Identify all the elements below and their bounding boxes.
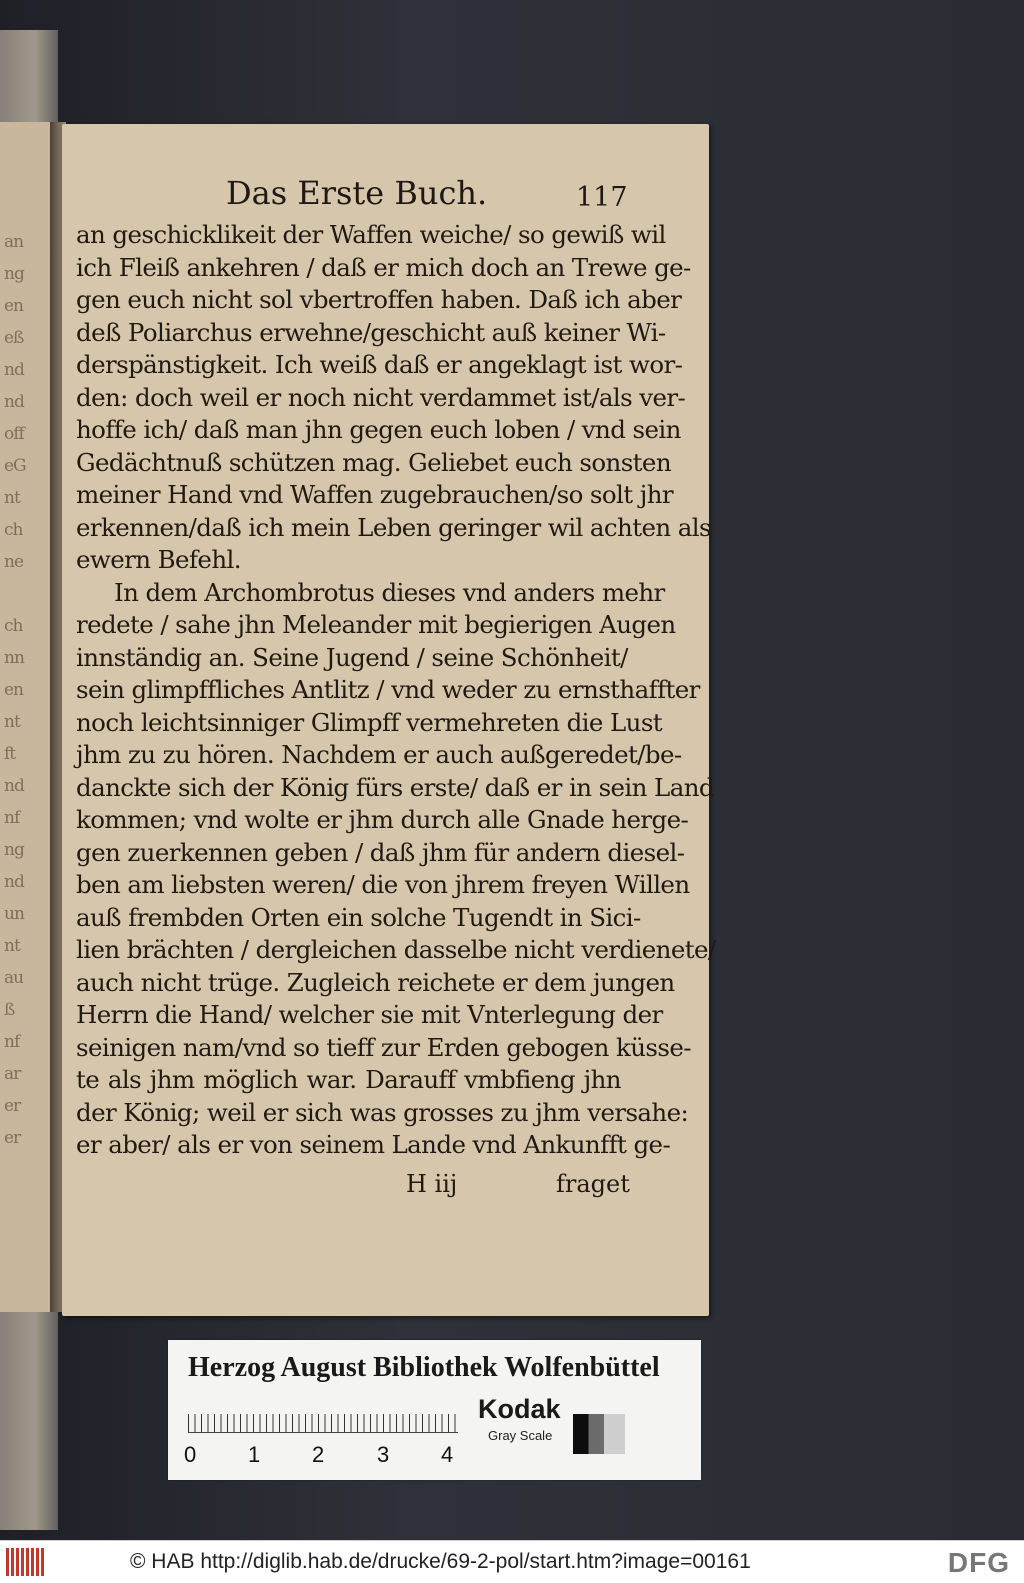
running-head: Das Erste Buch.	[226, 174, 488, 212]
ghost-text: ng	[4, 264, 24, 284]
ghost-text: eß	[4, 328, 24, 348]
hab-logo-icon	[6, 1548, 46, 1576]
text-line: den: doch weil er noch nicht verdammet ist/als ver-	[76, 382, 686, 412]
ghost-text: ne	[4, 552, 24, 572]
text-line: ewern Befehl.	[76, 545, 241, 574]
text-line: Gedächtnuß schützen mag. Geliebet euch sonsten	[76, 447, 672, 477]
page-number: 117	[576, 182, 628, 213]
ghost-text: off	[4, 424, 24, 444]
ruler-scale	[188, 1396, 458, 1433]
ghost-text: nd	[4, 776, 24, 796]
body-text	[76, 219, 716, 1162]
ruler-number: 3	[377, 1442, 390, 1467]
text-line: noch leichtsinniger Glimpff vermehreten die Lust	[76, 707, 663, 737]
text-line: gen zuerkennen geben / daß jhm für andern diesel-	[76, 837, 685, 867]
text-line: ben am liebsten weren/ die von jhrem freyen Willen	[76, 870, 690, 899]
ghost-text: ft	[4, 744, 16, 764]
text-line: der König; weil er sich was grosses zu jhm versahe:	[76, 1097, 689, 1127]
text-line: erkennen/daß ich mein Leben geringer wil achten als	[76, 512, 711, 542]
ghost-text: en	[4, 680, 24, 700]
book-page	[62, 124, 716, 1316]
ghost-text: er	[4, 1128, 21, 1148]
kodak-logo: Kodak	[478, 1394, 561, 1424]
ghost-text: nn	[4, 648, 24, 668]
library-name: Herzog August Bibliothek Wolfenbüttel	[188, 1352, 660, 1383]
ghost-text: nf	[4, 1032, 20, 1052]
gray-scale-patch	[573, 1414, 625, 1454]
ghost-text: ch	[4, 520, 23, 540]
ghost-text: nd	[4, 360, 24, 380]
ghost-text: ch	[4, 616, 23, 636]
text-line: an geschicklikeit der Waffen weiche/ so gewiß wil	[76, 220, 666, 249]
text-line: auch nicht trüge. Zugleich reichete er dem jungen	[76, 967, 675, 997]
text-line: te als jhm möglich war. Darauff vmbfieng jhn	[76, 1065, 621, 1094]
ghost-text: un	[4, 904, 24, 924]
text-line: seinigen nam/vnd so tieff zur Erden gebogen küsse-	[76, 1032, 691, 1062]
text-line: In dem Archombrotus dieses vnd anders mehr	[114, 577, 665, 607]
text-line: kommen; vnd wolte er jhm durch alle Gnade herge-	[76, 805, 689, 834]
text-line: meiner Hand vnd Waffen zugebrauchen/so solt jhr	[76, 480, 673, 509]
ghost-text: nt	[4, 488, 20, 508]
ghost-text: ar	[4, 1064, 21, 1084]
text-line: danckte sich der König fürs erste/ daß er in sein Land	[76, 772, 714, 802]
text-line: redete / sahe jhn Meleander mit begierigen Augen	[76, 610, 676, 639]
catchword: fraget	[556, 1170, 630, 1198]
signature-mark: H iij	[406, 1170, 458, 1198]
text-line: gen euch nicht sol vbertroffen haben. Daß ich aber	[76, 285, 682, 314]
previous-page-edge	[0, 122, 52, 1312]
ruler-number: 2	[312, 1442, 325, 1467]
library-color-card	[168, 1340, 701, 1480]
ghost-text: ng	[4, 840, 24, 860]
ghost-text: nd	[4, 392, 24, 412]
footer-bar	[0, 1540, 1024, 1583]
text-line: er aber/ als er von seinem Lande vnd Ankunfft ge-	[76, 1130, 671, 1159]
ghost-text: eG	[4, 456, 26, 476]
text-line: lien brächten / dergleichen dasselbe nicht verdienete/	[76, 935, 716, 964]
text-line: derspänstigkeit. Ich weiß daß er angeklagt ist wor-	[76, 350, 683, 379]
text-line: Herrn die Hand/ welcher sie mit Vnterlegung der	[76, 1000, 663, 1029]
text-line: auß frembden Orten ein solche Tugendt in Sici-	[76, 902, 641, 932]
gray-scale-label: Gray Scale	[488, 1428, 553, 1443]
text-line: ich Fleiß ankehren / daß er mich doch an Trewe ge-	[76, 252, 691, 282]
text-line: innständig an. Seine Jugend / seine Schönheit/	[76, 642, 628, 672]
ghost-text: nt	[4, 936, 20, 956]
footer-credit-link[interactable]: © HAB http://diglib.hab.de/drucke/69-2-pol/start.htm?image=00161	[130, 1550, 751, 1573]
text-line: sein glimpffliches Antlitz / vnd weder zu ernsthaffter	[76, 675, 700, 704]
ruler-number: 1	[248, 1442, 261, 1467]
ghost-text: an	[4, 232, 24, 252]
text-line: deß Poliarchus erwehne/geschicht auß keiner Wi-	[76, 317, 666, 347]
ruler-number: 0	[184, 1442, 197, 1467]
dfg-logo: DFG	[947, 1547, 1010, 1578]
ghost-text: ß	[4, 1000, 15, 1020]
ruler-number: 4	[441, 1442, 454, 1467]
ghost-text: nf	[4, 808, 20, 828]
text-line: jhm zu zu hören. Nachdem er auch außgeredet/be-	[76, 740, 682, 769]
ghost-text: er	[4, 1096, 21, 1116]
ghost-text: nt	[4, 712, 20, 732]
ghost-text: nd	[4, 872, 24, 892]
text-line: hoffe ich/ daß man jhn gegen euch loben / vnd sein	[76, 415, 681, 444]
ghost-text: au	[4, 968, 24, 988]
ghost-text: en	[4, 296, 24, 316]
